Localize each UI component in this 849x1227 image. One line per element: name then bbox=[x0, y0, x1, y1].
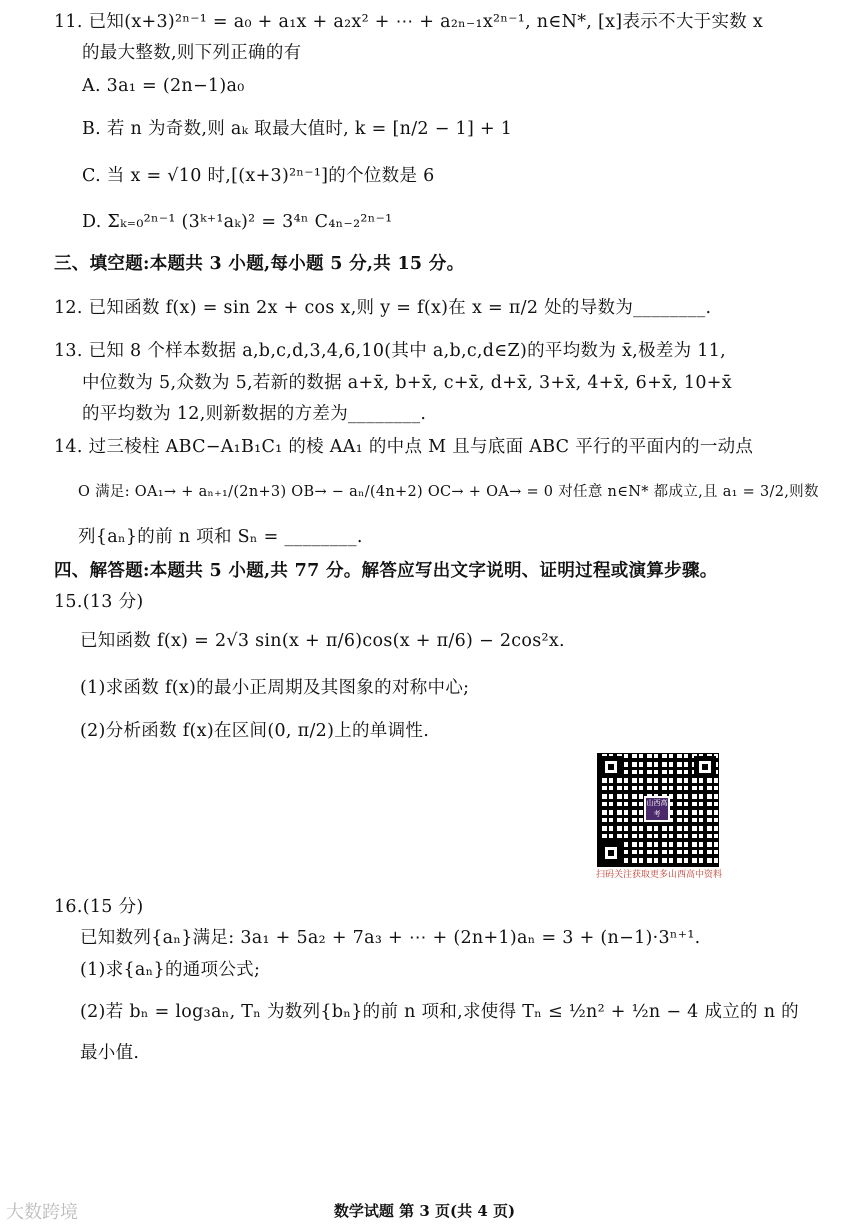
qr-caption: 扫码关注获取更多山西高中资料 bbox=[596, 870, 723, 880]
qr-finder-bottom-left bbox=[600, 842, 622, 864]
q14-line-2: O 满足: OA₁→ + aₙ₊₁/(2n+3) OB→ − aₙ/(4n+2) OC→ + OA→ = 0 对任意 n∈N* 都成立,且 a₁ = 3/2,则数 bbox=[78, 484, 819, 500]
q11-option-d: D. Σₖ₌₀²ⁿ⁻¹ (3ᵏ⁺¹aₖ)² = 3⁴ⁿ C₄ₙ₋₂²ⁿ⁻¹ bbox=[82, 212, 393, 232]
section-4-heading: 四、解答题:本题共 5 小题,共 77 分。解答应写出文字说明、证明过程或演算步骤。 bbox=[54, 561, 718, 581]
watermark: 大数跨境 bbox=[6, 1202, 78, 1223]
q16-statement: 已知数列{aₙ}满足: 3a₁ + 5a₂ + 7a₃ + ⋯ + (2n+1)aₙ = 3 + (n−1)·3ⁿ⁺¹. bbox=[80, 928, 701, 948]
q15-heading: 15.(13 分) bbox=[54, 592, 144, 612]
qr-finder-top-right bbox=[694, 756, 716, 778]
qr-code bbox=[597, 753, 719, 867]
q13-line-3: 的平均数为 12,则新数据的方差为________. bbox=[82, 404, 427, 424]
q14-line-1: 14. 过三棱柱 ABC−A₁B₁C₁ 的棱 AA₁ 的中点 M 且与底面 ABC 平行的平面内的一动点 bbox=[54, 437, 754, 457]
q13-line-2: 中位数为 5,众数为 5,若新的数据 a+x̄, b+x̄, c+x̄, d+x̄, 3+x̄, 4+x̄, 6+x̄, 10+x̄ bbox=[82, 373, 732, 393]
q11-option-c: C. 当 x = √10 时,[(x+3)²ⁿ⁻¹]的个位数是 6 bbox=[82, 166, 435, 186]
q11-option-a: A. 3a₁ = (2n−1)a₀ bbox=[82, 76, 245, 96]
q16-part-1: (1)求{aₙ}的通项公式; bbox=[80, 960, 261, 980]
q16-part-2: (2)若 bₙ = log₃aₙ, Tₙ 为数列{bₙ}的前 n 项和,求使得 Tₙ ≤ ½n² + ½n − 4 成立的 n 的 bbox=[80, 1002, 799, 1022]
q13-line-1: 13. 已知 8 个样本数据 a,b,c,d,3,4,6,10(其中 a,b,c,d∈Z)的平均数为 x̄,极差为 11, bbox=[54, 341, 727, 361]
q12-line-1: 12. 已知函数 f(x) = sin 2x + cos x,则 y = f(x)在 x = π/2 处的导数为________. bbox=[54, 298, 712, 318]
q11-line-2: 的最大整数,则下列正确的有 bbox=[82, 43, 302, 63]
page-footer: 数学试题 第 3 页(共 4 页) bbox=[333, 1202, 516, 1220]
qr-logo: 山西高考 bbox=[644, 796, 670, 822]
section-3-heading: 三、填空题:本题共 3 小题,每小题 5 分,共 15 分。 bbox=[54, 254, 465, 274]
q16-part-2-cont: 最小值. bbox=[80, 1043, 140, 1063]
q15-statement: 已知函数 f(x) = 2√3 sin(x + π/6)cos(x + π/6) − 2cos²x. bbox=[80, 631, 565, 651]
q11-line-1: 11. 已知(x+3)²ⁿ⁻¹ = a₀ + a₁x + a₂x² + ⋯ + a₂ₙ₋₁x²ⁿ⁻¹, n∈N*, [x]表示不大于实数 x bbox=[54, 12, 764, 32]
q15-part-2: (2)分析函数 f(x)在区间(0, π/2)上的单调性. bbox=[80, 721, 430, 741]
q11-option-b: B. 若 n 为奇数,则 aₖ 取最大值时, k = [n/2 − 1] + 1 bbox=[82, 119, 513, 139]
qr-finder-top-left bbox=[600, 756, 622, 778]
q14-line-3: 列{aₙ}的前 n 项和 Sₙ = ________. bbox=[78, 527, 363, 547]
q15-part-1: (1)求函数 f(x)的最小正周期及其图象的对称中心; bbox=[80, 678, 470, 698]
q16-heading: 16.(15 分) bbox=[54, 897, 144, 917]
